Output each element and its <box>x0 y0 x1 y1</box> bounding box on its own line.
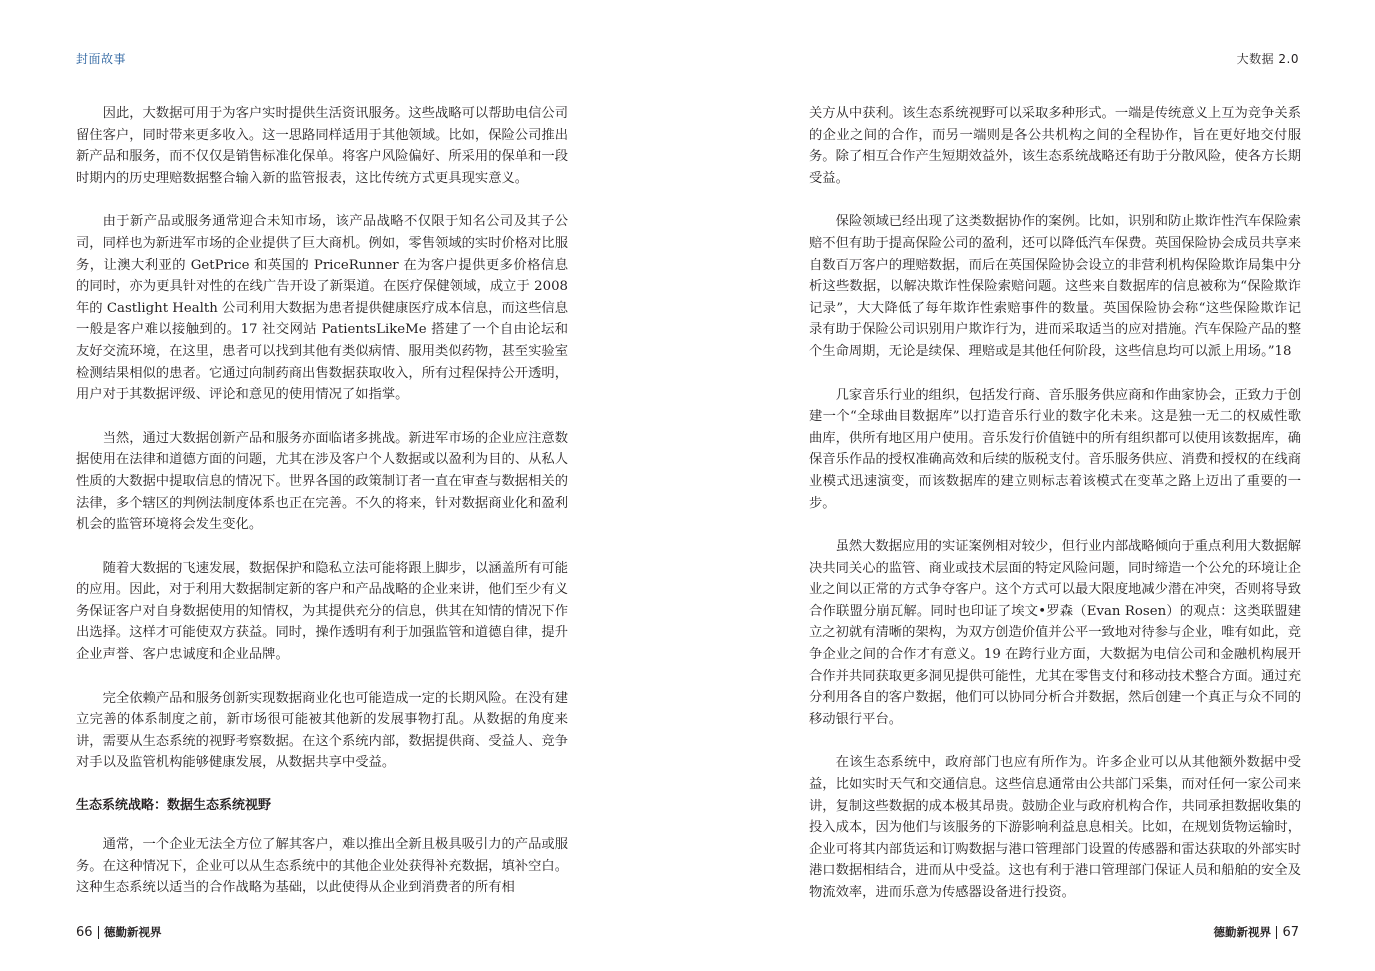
body-paragraph: 保险领域已经出现了这类数据协作的案例。比如，识别和防止欺诈性汽车保险索赔不但有助于提高保险公司的盈利，还可以降低汽车保费。英国保险协会成员共享来自数百万客户的理赔数据，而后在英国保险协会设立的非营利机构保险欺诈局集中分析这些数据，以解决欺诈性保险索赔问题。这些来自数据库的信息被称为“保险欺诈记录”，大大降低了每年欺诈性索赔事件的数量。英国保险协会称“这些保险欺诈记录有助于保险公司识别用户欺诈行为，进而采取适当的应对措施。汽车保险产品的整个生命周期，无论是续保、理赔或是其他任何阶段，这些信息均可以派上用场。”18 <box>809 214 1301 359</box>
running-head-right: 大数据 2.0 <box>1236 52 1299 66</box>
body-paragraph: 随着大数据的飞速发展，数据保护和隐私立法可能将跟上脚步，以涵盖所有可能的应用。因此，对于利用大数据制定新的客户和产品战略的企业来讲，他们至少有义务保证客户对自身数据使用的知情权，为其提供充分的信息，供其在知情的情况下作出选择。这样才可能使双方获益。同时，操作透明有利于加强监管和道德自律，提升企业声誉、客户忠诚度和企业品牌。 <box>76 560 568 663</box>
right-text-column <box>809 103 1301 926</box>
left-text-column <box>76 103 568 921</box>
body-paragraph: 几家音乐行业的组织，包括发行商、音乐服务供应商和作曲家协会，正致力于创建一个“全球曲目数据库”以打造音乐行业的数字化未来。这是独一无二的权威性歌曲库，供所有地区用户使用。音乐发行价值链中的所有组织都可以使用该数据库，确保音乐作品的授权准确高效和后续的版税支付。音乐服务供应、消费和授权的在线商业模式迅速演变，而该数据库的建立则标志着该模式在变革之路上迈出了重要的一步。 <box>809 387 1301 511</box>
body-paragraph: 虽然大数据应用的实证案例相对较少，但行业内部战略倾向于重点利用大数据解决共同关心的监管、商业或技术层面的特定风险问题，同时缔造一个公允的环境让企业之间以正常的方式争夺客户。这个方式可以最大限度地减少潜在冲突，否则将导致合作联盟分崩瓦解。同时也印证了埃文•罗森（Evan Rosen）的观点：这类联盟建立之初就有清晰的架构，为双方创造价值并公平一致地对待参与企业，唯有如此，竞争企业之间的合作才有意义。19 在跨行业方面，大数据为电信公司和金融机构展开合作并共同获取更多洞见提供可能性，尤其在零售支付和移动技术整合方面。通过充分利用各自的客户数据，他们可以协同分析合并数据，然后创建一个真正与众不同的移动银行平台。 <box>809 539 1301 727</box>
right-page <box>688 0 1375 971</box>
magazine-name: 德勤新视界 <box>104 925 162 939</box>
section-heading: 生态系统战略：数据生态系统视野 <box>76 798 272 814</box>
body-paragraph: 通常，一个企业无法全方位了解其客户，难以推出全新且极具吸引力的产品或服务。在这种情况下，企业可以从生态系统中的其他企业处获得补充数据，填补空白。这种生态系统以适当的合作战略为基础，以此使得从企业到消费者的所有相 <box>76 837 568 896</box>
body-paragraph: 因此，大数据可用于为客户实时提供生活资讯服务。这些战略可以帮助电信公司留住客户，同时带来更多收入。这一思路同样适用于其他领域。比如，保险公司推出新产品和服务，而不仅仅是销售标准化保单。将客户风险偏好、所采用的保单和一段时期内的历史理赔数据整合输入新的监管报表，这比传统方式更具现实意义。 <box>76 106 568 186</box>
body-paragraph: 当然，通过大数据创新产品和服务亦面临诸多挑战。新进军市场的企业应注意数据使用在法律和道德方面的问题，尤其在涉及客户个人数据或以盈利为目的、从私人性质的大数据中提取信息的情况下。世界各国的政策制订者一直在审查与数据相关的法律，多个辖区的判例法制度体系也正在完善。不久的将来，针对数据商业化和盈利机会的监管环境将会发生变化。 <box>76 430 568 533</box>
body-paragraph-continued: 关方从中获利。该生态系统视野可以采取多种形式。一端是传统意义上互为竞争关系的企业之间的合作，而另一端则是各公共机构之间的全程协作，旨在更好地交付服务。除了相互合作产生短期效益外，该生态系统战略还有助于分散风险，使各方长期受益。 <box>809 106 1301 186</box>
page-number: 66 <box>76 924 93 940</box>
body-paragraph: 由于新产品或服务通常迎合未知市场，该产品战略不仅限于知名公司及其子公司，同样也为新进军市场的企业提供了巨大商机。例如，零售领域的实时价格对比服务，让澳大利亚的 GetPrice 和英国的 PriceRunner 在为客户提供更多价格信息的同时，亦为更具针对性的在线广告开设了新渠道。在医疗保健领域，成立于 2008 年的 Castlight Health 公司利用大数据为患者提供健康医疗成本信息，而这些信息一般是客户难以接触到的。17 社交网站 PatientsLikeMe 搭建了一个自由论坛和友好交流环境，在这里，患者可以找到其他有类似病情、服用类似药物，甚至实验室检测结果相似的患者。它通过向制药商出售数据获取收入，所有过程保持公开透明，用户对于其数据评级、评论和意见的使用情况了如指掌。 <box>76 214 568 403</box>
folio-right <box>1213 924 1299 940</box>
magazine-name: 德勤新视界 <box>1213 925 1271 939</box>
folio-left <box>76 924 162 940</box>
folio-divider <box>1276 926 1278 939</box>
folio-divider <box>98 926 100 939</box>
body-paragraph: 完全依赖产品和服务创新实现数据商业化也可能造成一定的长期风险。在没有建立完善的体系制度之前，新市场很可能被其他新的发展事物打乱。从数据的角度来讲，需要从生态系统的视野考察数据。在这个系统内部，数据提供商、受益人、竞争对手以及监管机构能够健康发展，从数据共享中受益。 <box>76 690 568 771</box>
body-paragraph: 在该生态系统中，政府部门也应有所作为。许多企业可以从其他额外数据中受益，比如实时天气和交通信息。这些信息通常由公共部门采集，而对任何一家公司来讲，复制这些数据的成本极其昂贵。鼓励企业与政府机构合作，共同承担数据收集的投入成本，因为他们与该服务的下游影响利益息息相关。比如，在规划货物运输时，企业可将其内部货运和订购数据与港口管理部门设置的传感器和雷达获取的外部实时港口数据相结合，进而从中受益。这也有利于港口管理部门保证人员和船舶的安全及物流效率，进而乐意为传感器设备进行投资。 <box>809 755 1301 900</box>
page-number: 67 <box>1282 924 1299 940</box>
running-head-left: 封面故事 <box>76 52 127 66</box>
